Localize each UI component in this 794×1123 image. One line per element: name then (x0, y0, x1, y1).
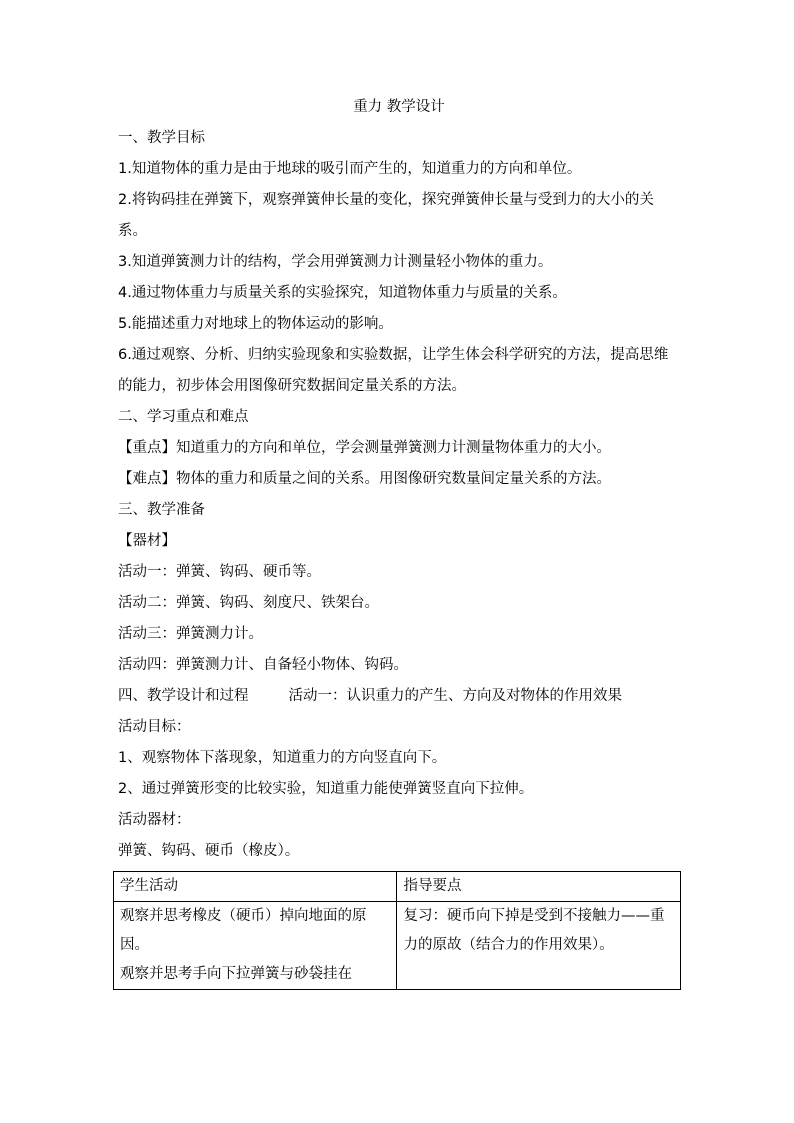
table-header-guide: 指导要点 (397, 872, 681, 902)
table-header-row (114, 872, 681, 902)
table-cell-guide: 复习：硬币向下掉是受到不接触力——重力的原故（结合力的作用效果）。 (397, 902, 681, 990)
objective-item: 3.知道弹簧测力计的结构，学会用弹簧测力计测量轻小物体的重力。 (118, 254, 553, 270)
objective-item: 4.通过物体重力与质量关系的实验探究，知道物体重力与质量的关系。 (118, 285, 567, 301)
objective-item: 5.能描述重力对地球上的物体运动的影响。 (118, 316, 393, 332)
table-header-student: 学生活动 (114, 872, 397, 902)
activity1-title: 活动一：认识重力的产生、方向及对物体的作用效果 (288, 688, 622, 704)
objective-item: 2.将钩码挂在弹簧下，观察弹簧伸长量的变化，探究弹簧伸长量与受到力的大小的关系。 (118, 192, 654, 239)
activity-goal: 1、观察物体下落现象，知道重力的方向竖直向下。 (118, 750, 447, 766)
objective-item: 6.通过观察、分析、归纳实验现象和实验数据，让学生体会科学研究的方法，提高思维的能力，初步体会用图像研究数据间定量关系的方法。 (118, 347, 669, 394)
activity-goal: 2、通过弹簧形变的比较实验，知道重力能使弹簧竖直向下拉伸。 (118, 781, 534, 797)
activity-equipment: 活动四：弹簧测力计、自备轻小物体、钩码。 (118, 657, 408, 673)
difficult-point: 【难点】物体的重力和质量之间的关系。用图像研究数量间定量关系的方法。 (118, 471, 611, 487)
activity-materials: 弹簧、钩码、硬币（橡皮）。 (118, 843, 300, 859)
section-heading-process (118, 681, 680, 712)
objective-item: 1.知道物体的重力是由于地球的吸引而产生的，知道重力的方向和单位。 (118, 161, 582, 177)
key-point: 【重点】知道重力的方向和单位，学会测量弹簧测力计测量物体重力的大小。 (118, 440, 611, 456)
section-heading-preparation: 三、教学准备 (118, 502, 205, 518)
activity-table (113, 871, 681, 990)
activity-materials-label: 活动器材： (118, 812, 191, 828)
section-heading-objectives: 一、教学目标 (118, 130, 205, 146)
process-heading-text: 四、教学设计和过程 (118, 688, 249, 704)
activity-goal-label: 活动目标： (118, 719, 191, 735)
section-heading-focus: 二、学习重点和难点 (118, 409, 249, 425)
student-activity-text: 观察并思考橡皮（硬币）掉向地面的原因。 (120, 908, 367, 953)
activity-equipment: 活动三：弹簧测力计。 (118, 626, 263, 642)
activity-equipment: 活动二：弹簧、钩码、刻度尺、铁架台。 (118, 595, 379, 611)
table-row (114, 902, 681, 990)
document-body (118, 92, 680, 990)
activity-equipment: 活动一：弹簧、钩码、硬币等。 (118, 564, 321, 580)
table-cell-student (114, 902, 397, 990)
student-activity-text: 观察并思考手向下拉弹簧与砂袋挂在 (120, 966, 352, 982)
page-title: 重力 教学设计 (353, 99, 445, 115)
equipment-label: 【器材】 (118, 533, 176, 549)
